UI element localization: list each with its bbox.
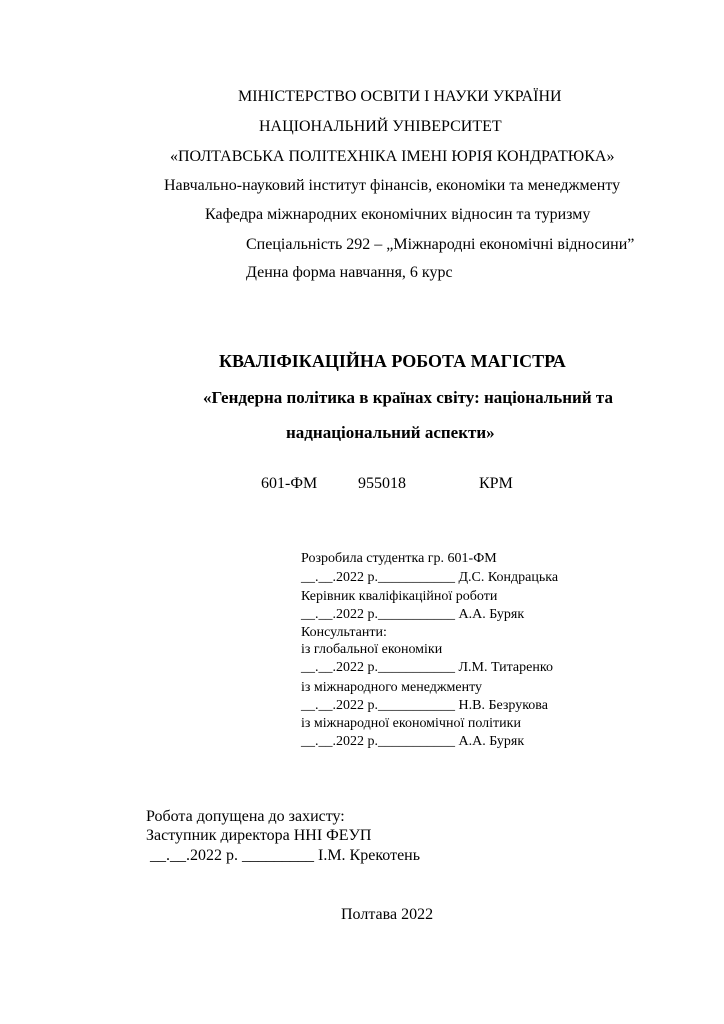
university-name-line-2: «ПОЛТАВСЬКА ПОЛІТЕХНІКА ІМЕНІ ЮРІЯ КОНДРАТЮКА» [170, 148, 615, 165]
topic-line-1: «Гендерна політика в країнах світу: національний та [203, 388, 613, 407]
institute-name: Навчально-науковий інститут фінансів, економіки та менеджменту [164, 177, 621, 194]
consultants-label: Консультанти: [301, 625, 387, 640]
admission-line-1: Робота допущена до захисту: [146, 808, 345, 825]
supervisor-label: Керівник кваліфікаційної роботи [301, 589, 498, 604]
consultant-2-label: із міжнародного менеджменту [301, 680, 483, 695]
study-form: Денна форма навчання, 6 курс [246, 264, 453, 281]
supervisor-signature-line: __.__.2022 р.___________ А.А. Буряк [301, 607, 525, 622]
city-year: Полтава 2022 [341, 906, 434, 923]
work-type-title: КВАЛІФІКАЦІЙНА РОБОТА МАГІСТРА [219, 351, 566, 371]
student-signature-line: __.__.2022 р.___________ Д.С. Кондрацька [301, 570, 559, 585]
student-label: Розробила студентка гр. 601-ФМ [301, 551, 497, 566]
consultant-3-label: із міжнародної економічної політики [301, 716, 521, 731]
admission-line-2: Заступник директора ННІ ФЕУП [146, 827, 372, 844]
topic-line-2: наднаціональний аспекти» [286, 423, 495, 442]
consultant-3-signature-line: __.__.2022 р.___________ А.А. Буряк [301, 734, 525, 749]
ministry-name: МІНІСТЕРСТВО ОСВІТИ І НАУКИ УКРАЇНИ [238, 88, 562, 105]
code-type: КРМ [479, 475, 513, 492]
admission-signature-line: __.__.2022 р. _________ І.М. Крекотень [146, 847, 421, 864]
consultant-1-label: із глобальної економіки [301, 642, 443, 657]
code-group: 601-ФМ [261, 475, 318, 492]
consultant-2-signature-line: __.__.2022 р.___________ Н.В. Безрукова [301, 698, 548, 713]
university-name-line-1: НАЦІОНАЛЬНИЙ УНІВЕРСИТЕТ [259, 118, 502, 135]
department-name: Кафедра міжнародних економічних відносин та туризму [205, 206, 591, 223]
specialty: Спеціальність 292 – „Міжнародні економічні відносини” [246, 236, 635, 253]
consultant-1-signature-line: __.__.2022 р.___________ Л.М. Титаренко [301, 660, 553, 675]
code-number: 955018 [358, 475, 406, 492]
